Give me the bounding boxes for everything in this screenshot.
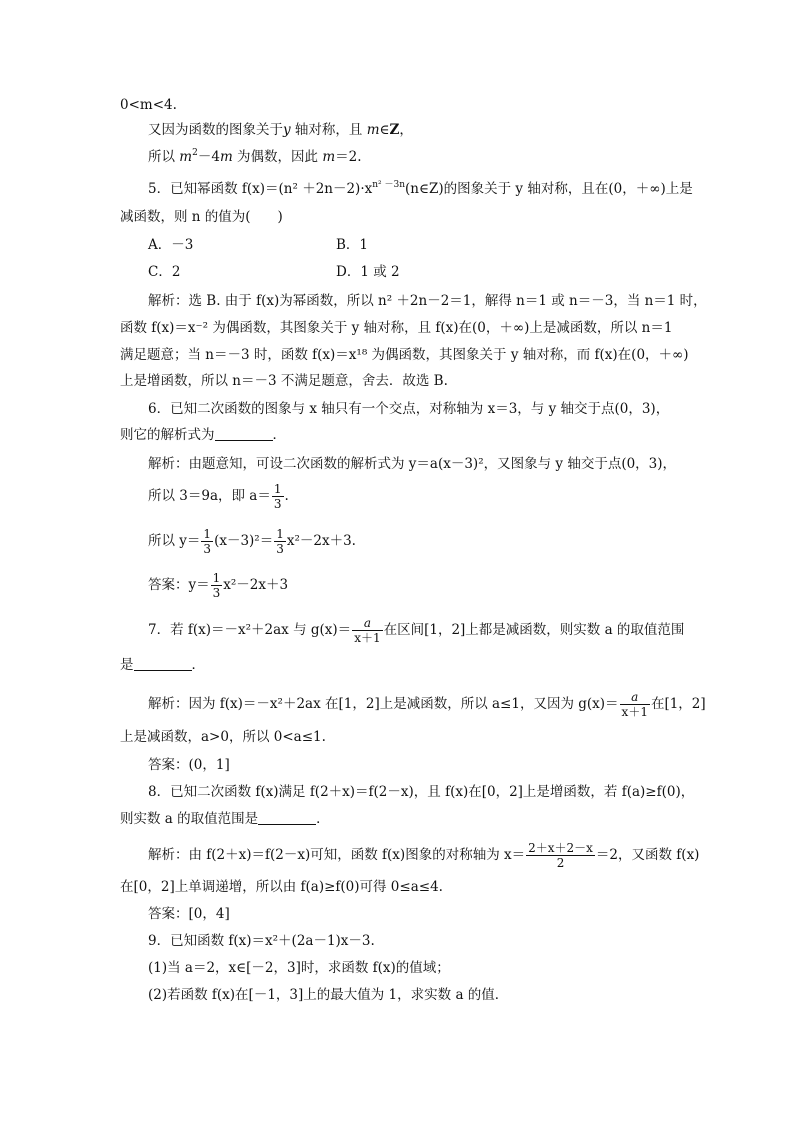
fraction: $\frac{1}{3}$ (276, 527, 284, 556)
solution-line: 解析：因为 f(x)＝－x²＋2ax 在[1，2]上是减函数，所以 a≤1，又因为 g(x)＝ $\frac{a}{x+1}$ 在[1，2] (148, 690, 706, 719)
answer-line: 答案：[0，4] (148, 906, 230, 922)
question-8-stem-cont: 则实数 a 的取值范围是 ． (120, 811, 330, 827)
solution-line: 所以 y＝ $\frac{1}{3}$ (x－3)²＝ $\frac{1}{3}$ x²－2x＋3. (148, 527, 356, 556)
solution-line: 函数 f(x)＝x⁻² 为偶函数，其图象关于 y 轴对称，且 f(x)在(0，＋∞)上是减函数，所以 n＝1 (120, 320, 673, 336)
answer-blank (258, 811, 316, 825)
solution-line: 解析：由 f(2＋x)＝f(2－x)可知，函数 f(x)图象的对称轴为 x＝ $\frac{2+x+2-x}{2}$ ＝2，又函数 f(x) (148, 841, 700, 870)
question-7-stem-cont: 是 ． (120, 657, 205, 673)
solution-line: 上是增函数，所以 n＝－3 不满足题意，舍去．故选 B. (120, 373, 448, 389)
question-7-stem: 7．若 f(x)＝－x²＋2ax 与 g(x)＝ $\frac{a}{x+1}$ 在区间[1，2]上都是减函数，则实数 a 的取值范围 (148, 616, 685, 645)
answer-blank (215, 427, 273, 441)
question-9-part-1: (1)当 a＝2，x∈[－2，3]时，求函数 f(x)的值域； (148, 960, 450, 976)
solution-line: 上是减函数，a>0，所以 0<a≤1. (120, 729, 326, 745)
question-6-stem-cont: 则它的解析式为 ． (120, 427, 286, 443)
question-5-stem-cont: 减函数，则 n 的值为( ) (120, 209, 283, 225)
fraction: $\frac{1}{3}$ (273, 482, 282, 511)
answer-line: 答案：y＝ $\frac{1}{3}$ x²－2x＋3 (148, 571, 289, 600)
solution-line: 解析：选 B. 由于 f(x)为幂函数，所以 n² ＋2n－2＝1，解得 n＝1 或 n＝－3，当 n＝1 时， (148, 293, 707, 309)
text-line: 0<m<4. (120, 97, 177, 113)
fraction: $\frac{1}{3}$ (212, 571, 221, 600)
option-c: C．2 (148, 264, 181, 280)
text-line: 所以 $m^2-4m$ 为偶数，因此 m＝2. (148, 148, 362, 165)
solution-line: 在[0，2]上单调递增，所以由 f(a)≥f(0)可得 0≤a≤4. (120, 879, 443, 895)
fraction: $\frac{1}{3}$ (203, 527, 212, 556)
option-a: A．－3 (148, 237, 194, 253)
question-9-part-2: (2)若函数 f(x)在[－1，3]上的最大值为 1，求实数 a 的值． (148, 987, 509, 1003)
question-9-stem: 9．已知函数 f(x)＝x²＋(2a－1)x－3. (148, 933, 375, 949)
answer-line: 答案：(0，1] (148, 757, 230, 773)
text-line: 又因为函数的图象关于y 轴对称，且 m∈Z， (148, 122, 413, 138)
fraction: $\frac{a}{x+1}$ (354, 616, 381, 645)
question-8-stem: 8．已知二次函数 f(x)满足 f(2＋x)＝f(2－x)，且 f(x)在[0，2]上是增函数，若 f(a)≥f(0)， (148, 784, 695, 800)
question-6-stem: 6．已知二次函数的图象与 x 轴只有一个交点，对称轴为 x＝3，与 y 轴交于点(0，3)， (148, 401, 670, 417)
option-d: D．1 或 2 (336, 264, 400, 280)
solution-line: 解析：由题意知，可设二次函数的解析式为 y＝a(x－3)²，又图象与 y 轴交于点(0，3)， (148, 456, 677, 472)
option-b: B．1 (336, 237, 369, 253)
fraction: $\frac{2+x+2-x}{2}$ (528, 841, 593, 870)
answer-blank (134, 657, 192, 671)
solution-line: 所以 3＝9a，即 a＝ $\frac{1}{3}$ . (148, 482, 289, 511)
question-5-stem: 5．已知幂函数 $f(x)=(n^2 +2n-2)\cdot x^{n^2 -3n}(n\in Z)$的图象关于 y 轴对称，且在(0，＋∞)上是 (148, 180, 693, 197)
solution-line: 满足题意；当 n＝－3 时，函数 f(x)＝x¹⁸ 为偶函数，其图象关于 y 轴对称，而 f(x)在(0，＋∞) (120, 347, 689, 363)
fraction: $\frac{a}{x+1}$ (621, 690, 648, 719)
